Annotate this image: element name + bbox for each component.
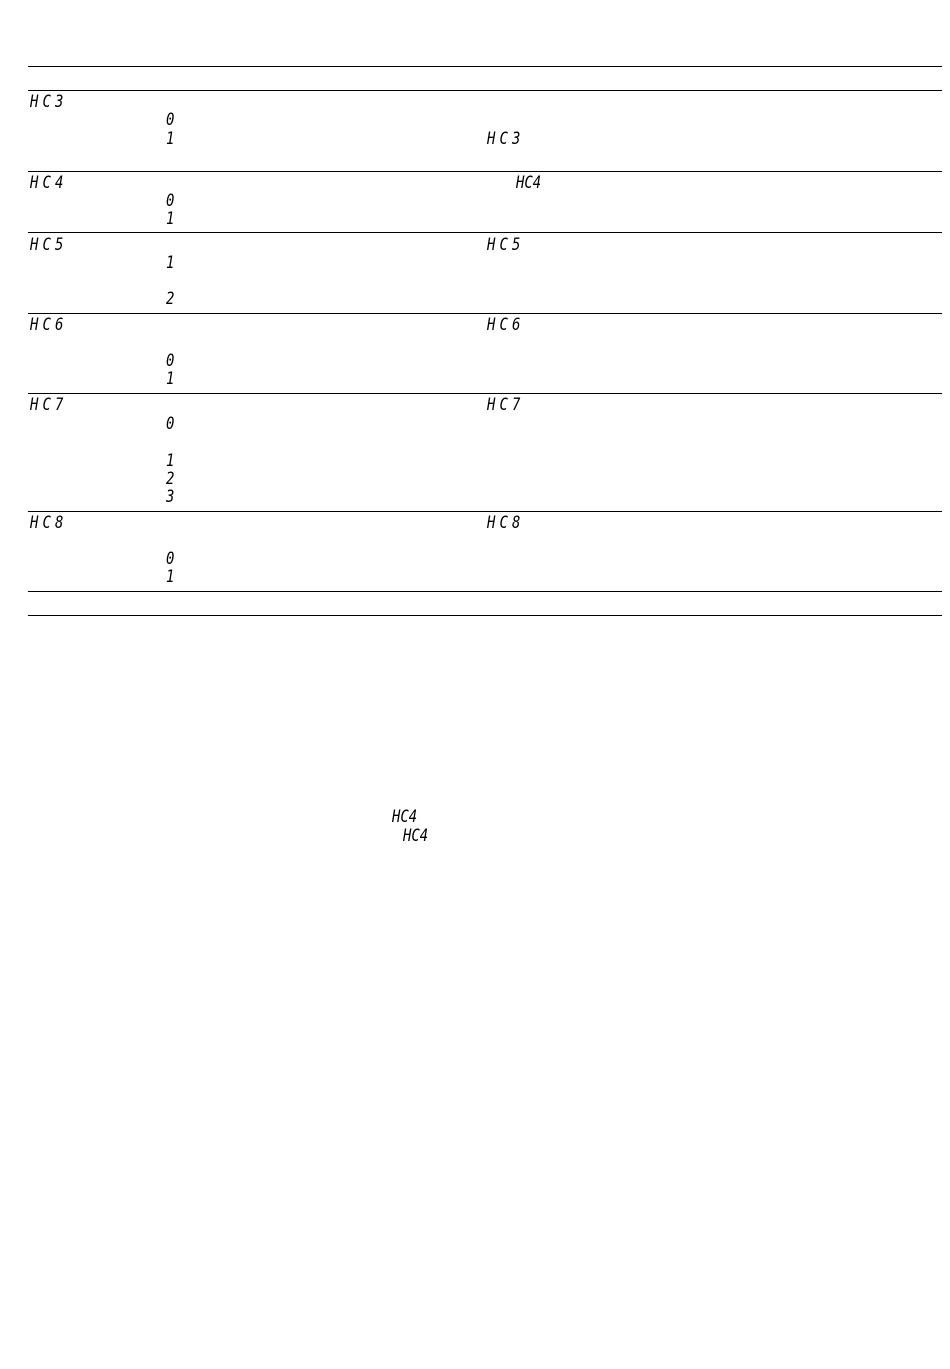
setting-value: 0 [166, 414, 179, 434]
setting-code-reference: HC4 [516, 173, 542, 193]
setting-code: HC3 [30, 92, 68, 112]
setting-code: HC4 [30, 173, 68, 193]
setting-value: 0 [166, 191, 179, 211]
setting-code: HC7 [30, 395, 68, 415]
row-divider [28, 232, 942, 233]
setting-code-reference: HC5 [487, 235, 525, 255]
setting-code-reference: HC8 [487, 513, 525, 533]
setting-code: HC5 [30, 235, 68, 255]
note-code: HC4 [403, 826, 429, 846]
table-bottom-rule [28, 615, 942, 616]
setting-value: 2 [166, 289, 179, 309]
setting-value: 0 [166, 549, 179, 569]
setting-value: 3 [166, 487, 179, 507]
table-footer-rule [28, 591, 942, 592]
table-header-rule [28, 90, 942, 91]
setting-code: HC8 [30, 513, 68, 533]
setting-value: 1 [166, 451, 179, 471]
setting-value: 1 [166, 369, 179, 389]
setting-value: 0 [166, 110, 179, 130]
setting-code: HC6 [30, 315, 68, 335]
setting-value: 1 [166, 129, 179, 149]
setting-code-reference: HC7 [487, 395, 525, 415]
row-divider [28, 393, 942, 394]
setting-value: 1 [166, 209, 179, 229]
setting-value: 0 [166, 351, 179, 371]
row-divider [28, 313, 942, 314]
setting-code-reference: HC3 [487, 129, 525, 149]
row-divider [28, 511, 942, 512]
table-top-rule [28, 66, 942, 67]
setting-code-reference: HC6 [487, 315, 525, 335]
setting-value: 2 [166, 469, 179, 489]
setting-value: 1 [166, 253, 179, 273]
note-code: HC4 [392, 807, 418, 827]
row-divider [28, 171, 942, 172]
setting-value: 1 [166, 567, 179, 587]
